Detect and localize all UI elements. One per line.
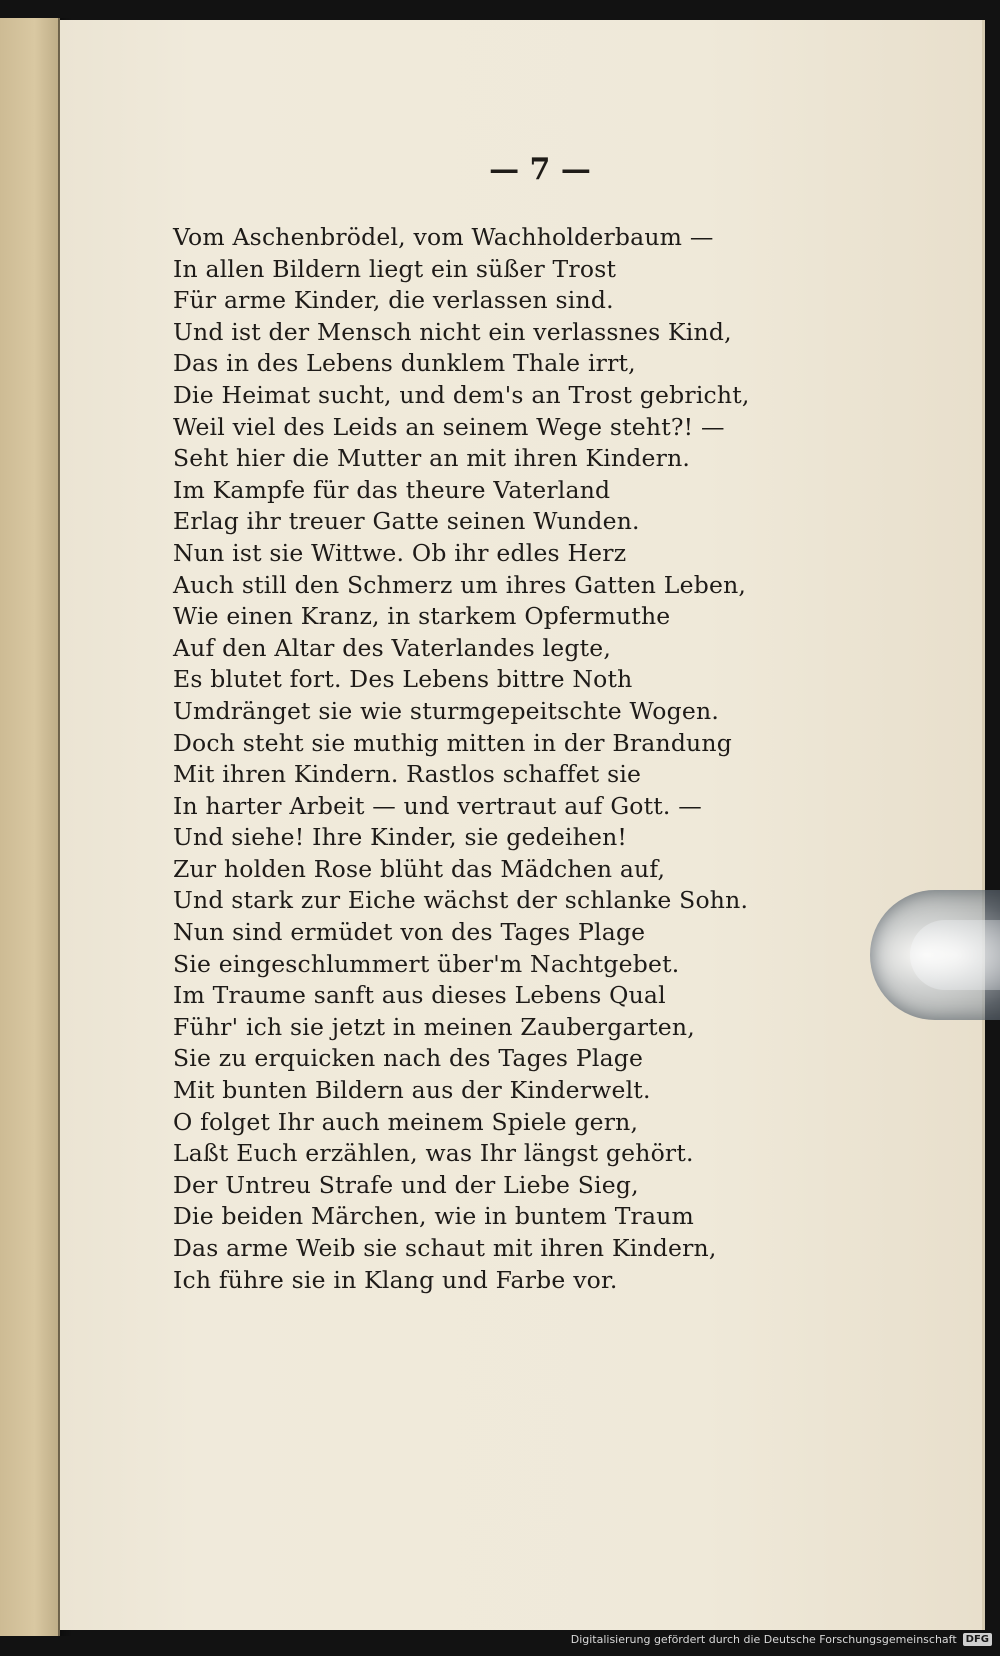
footer-credit: Digitalisierung gefördert durch die Deutsche Forschungsgemeinschaft <box>570 1632 957 1646</box>
poem-line: Nun sind ermüdet von des Tages Plage <box>173 918 646 947</box>
digitization-footer <box>571 1630 992 1648</box>
facing-page-edge <box>0 18 60 1636</box>
poem-line: Ich führe sie in Klang und Farbe vor. <box>173 1265 618 1294</box>
poem-line: Umdränget sie wie sturmgepeitschte Wogen. <box>173 696 719 725</box>
poem-line: Nun ist sie Wittwe. Ob ihr edles Herz <box>173 538 627 567</box>
poem-line: Auch still den Schmerz um ihres Gatten Leben, <box>173 570 747 599</box>
clip-highlight <box>910 920 1000 990</box>
poem-line: Weil viel des Leids an seinem Wege steht?! — <box>173 412 725 441</box>
poem-line: O folget Ihr auch meinem Spiele gern, <box>173 1107 639 1136</box>
poem-line: Und siehe! Ihre Kinder, sie gedeihen! <box>173 823 628 852</box>
poem-line: Und stark zur Eiche wächst der schlanke Sohn. <box>173 886 749 915</box>
page-clip <box>870 890 1000 1020</box>
poem-line: Mit ihren Kindern. Rastlos schaffet sie <box>173 760 642 789</box>
poem-line: Für arme Kinder, die verlassen sind. <box>173 286 614 315</box>
poem-line: Doch steht sie muthig mitten in der Brandung <box>173 728 732 757</box>
poem-line: Auf den Altar des Vaterlandes legte, <box>173 633 611 662</box>
page-number: — 7 — <box>489 152 591 187</box>
poem-line: Laßt Euch erzählen, was Ihr längst gehört. <box>173 1139 694 1168</box>
poem-line: In harter Arbeit — und vertraut auf Gott. — <box>173 791 702 820</box>
poem-line: Der Untreu Strafe und der Liebe Sieg, <box>173 1170 639 1199</box>
poem-line: Führ' ich sie jetzt in meinen Zaubergarten, <box>173 1012 695 1041</box>
poem-line: Zur holden Rose blüht das Mädchen auf, <box>173 854 666 883</box>
poem-line: Im Kampfe für das theure Vaterland <box>173 475 611 504</box>
poem-line: Wie einen Kranz, in starkem Opfermuthe <box>173 602 671 631</box>
poem-line: Im Traume sanft aus dieses Lebens Qual <box>173 981 666 1010</box>
poem-line: Es blutet fort. Des Lebens bittre Noth <box>173 665 633 694</box>
dfg-logo: DFG <box>963 1633 992 1646</box>
poem-line: Die Heimat sucht, und dem's an Trost gebricht, <box>173 380 750 409</box>
poem-line: Und ist der Mensch nicht ein verlassnes Kind, <box>173 317 732 346</box>
poem-text <box>173 222 813 1296</box>
poem-line: Sie eingeschlummert über'm Nachtgebet. <box>173 949 680 978</box>
poem-line: Vom Aschenbrödel, vom Wachholderbaum — <box>173 223 714 251</box>
poem-line: Erlag ihr treuer Gatte seinen Wunden. <box>173 507 640 536</box>
poem-line: Seht hier die Mutter an mit ihren Kindern. <box>173 444 691 473</box>
poem-line: Sie zu erquicken nach des Tages Plage <box>173 1044 644 1073</box>
poem-line: Das arme Weib sie schaut mit ihren Kindern, <box>173 1234 717 1262</box>
poem-line: In allen Bildern liegt ein süßer Trost <box>173 254 617 283</box>
poem-line: Mit bunten Bildern aus der Kinderwelt. <box>173 1076 651 1105</box>
poem-line: Die beiden Märchen, wie in buntem Traum <box>173 1202 695 1231</box>
poem-line: Das in des Lebens dunklem Thale irrt, <box>173 349 636 378</box>
